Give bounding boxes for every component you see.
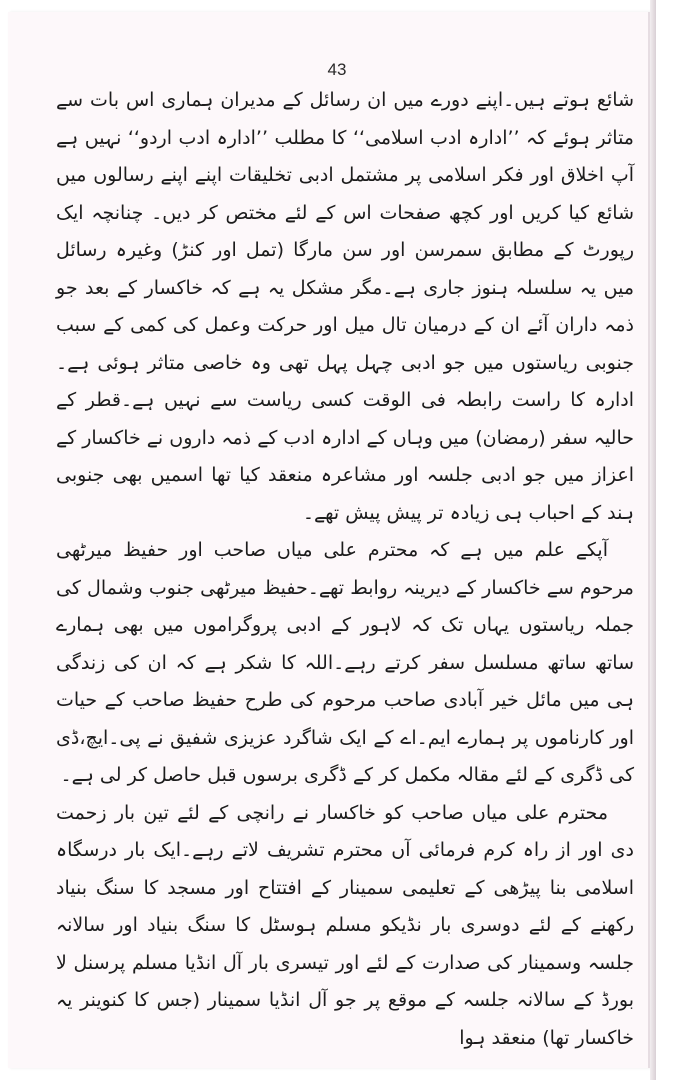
paragraph-1: شائع ہوتے ہیں۔اپنے دورے میں ان رسائل کے مدیران ہماری اس بات سے متاثر ہوئے کہ ’’ادارہ ادب اسلامی‘‘ کا مطلب ’’ادارہ ادب اردو‘‘ نہیں ہے آپ اخلاق اور فکر اسلامی پر مشتمل ادبی تخلیقات اپنے اپنے رسالوں میں شائع کیا کریں اور کچھ صفحات اس کے لئے مختص کر دیں۔ چنانچہ ایک رپورٹ کے مطابق سمرسن اور سن مارگا (تمل اور کنڑ) وغیرہ رسائل میں یہ سلسلہ ہنوز جاری ہے۔مگر مشکل یہ ہے کہ خاکسار کے بعد جو ذمہ داران آئے ان کے درمیان تال میل اور حرکت وعمل کی کمی کے سبب جنوبی ریاستوں میں جو ادبی چہل پہل تھی وہ خاصی متاثر ہوئی ہے۔ادارہ کا راست رابطہ فی الوقت کسی ریاست سے نہیں ہے۔قطر کے حالیہ سفر (رمضان) میں وہاں کے ادارہ ادب کے ذمہ داروں نے خاکسار کے اعزاز میں جو ادبی جلسہ اور مشاعرہ منعقد کیا تھا اسمیں بھی جنوبی ہند کے احباب ہی زیادہ تر پیش پیش تھے۔ [56,89,634,524]
paragraph-3: محترم علی میاں صاحب کو خاکسار نے رانچی کے لئے تین بار زحمت دی اور از راہ کرم فرمائی آں محترم تشریف لاتے رہے۔ایک بار درسگاہ اسلامی بنا پیڑھی کے تعلیمی سمینار کے افتتاح اور مسجد کا سنگ بنیاد رکھنے کے لئے دوسری بار نڈیکو مسلم ہوسٹل کا سنگ بنیاد اور سالانہ جلسہ وسمینار کی صدارت کے لئے اور تیسری بار آل انڈیا مسلم پرسنل لا بورڈ کے سالانہ جلسہ کے موقع پر جو آل انڈیا سمینار (جس کا کنوینر یہ خاکسار تھا) منعقد ہوا [56,801,634,1049]
book-spine-shadow [650,0,656,1080]
page-number: 43 [327,60,347,79]
paragraph-2: آپکے علم میں ہے کہ محترم علی میاں صاحب اور حفیظ میرٹھی مرحوم سے خاکسار کے دیرینہ روابط تھے۔حفیظ میرٹھی جنوب وشمال کی جملہ ریاستوں یہاں تک کہ لاہور کے ادبی پروگراموں میں بھی ہمارے ساتھ ساتھ مسلسل سفر کرتے رہے۔اللہ کا شکر ہے کہ ان کی زندگی ہی میں مائل خیر آبادی صاحب مرحوم کی طرح حفیظ صاحب کے حیات اور کارناموں پر ہمارے ایم۔اے کے ایک شاگرد عزیزی شفیق نے پی۔ایچ،ڈی کی ڈگری کے لئے مقالہ مکمل کر کے ڈگری برسوں قبل حاصل کر لی ہے۔ [56,539,634,786]
page-body-text [56,82,634,1057]
